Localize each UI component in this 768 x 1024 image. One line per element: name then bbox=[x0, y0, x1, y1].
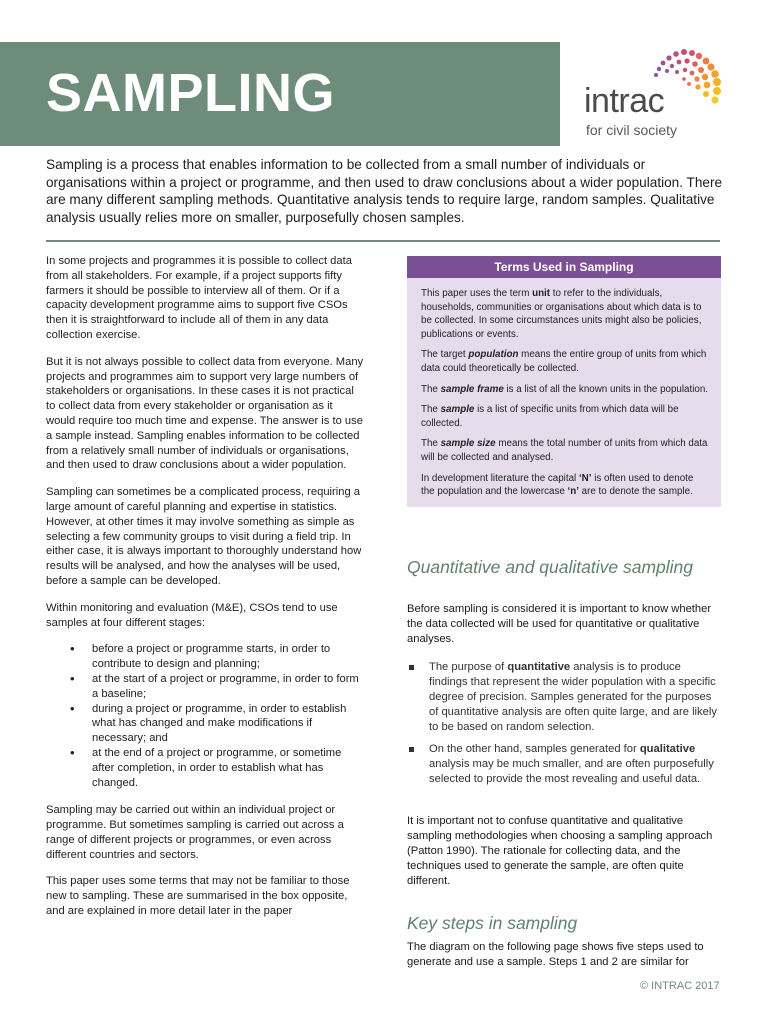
list-item: The purpose of quantitative analysis is to produce findings that represent the wider population with a specific degree of precision. Samples generated for the purposes of quantitative analysis are often quite large, and are likely to be based on random selection. bbox=[407, 660, 721, 735]
left-paragraph-4: Within monitoring and evaluation (M&E), CSOs tend to use samples at four different stages: bbox=[46, 601, 338, 629]
left-paragraph-5: Sampling may be carried out within an individual project or programme. But sometimes sampling is carried out across a range of different projects or programmes, or even across different countries and sectors. bbox=[46, 804, 344, 861]
right-column bbox=[407, 256, 721, 968]
terms-box-header: Terms Used in Sampling bbox=[407, 256, 721, 278]
terms-box bbox=[407, 256, 721, 507]
list-item: • during a project or programme, in order to establish what has changed and make modifications if necessary; and bbox=[92, 702, 364, 746]
list-item: • at the start of a project or programme, in order to form a baseline; bbox=[92, 672, 364, 702]
left-paragraph-2: But it is not always possible to collect data from everyone. Many projects and programmes aim to support very large numbers of stakeholders or organisations. In these cases it is not practical to collect data from every stakeholder or organisation as it would require too much time and expense. The answer is to use a sample instead. Sampling enables information to be collected from a relatively small number of individuals or organisations, and then used to draw conclusions about a wider population. bbox=[46, 355, 364, 472]
left-paragraph-3: Sampling can sometimes be a complicated process, requiring a large amount of careful planning and expertise in statistics. However, at other times it may involve something as simple as selecting a few community groups to visit during a field trip. In either case, it is always important to thoroughly understand how results will be analysed, and how the analyses will be used, before a sample can be developed. bbox=[46, 486, 362, 587]
term-sample-frame: The sample frame is a list of all the known units in the population. bbox=[421, 383, 709, 395]
section-heading-key-steps: Key steps in sampling bbox=[407, 913, 578, 933]
quant-bullet-list bbox=[407, 660, 721, 787]
term-sample: The sample is a list of specific units from which data will be collected. bbox=[421, 404, 679, 429]
section-divider bbox=[46, 240, 720, 242]
intro-paragraph: Sampling is a process that enables information to be collected from a small number of individuals or organisations within a project or programme, and then used to draw conclusions about a wider population. There are many different sampling methods. Quantitative analysis tends to require large, random samples. Qualitative analysis usually relies more on smaller, purposefully chosen samples. bbox=[46, 157, 723, 225]
header-band bbox=[0, 42, 560, 146]
left-column bbox=[46, 254, 364, 931]
logo-tagline: for civil society bbox=[586, 122, 678, 138]
square-bullet-icon bbox=[409, 747, 414, 752]
copyright-notice: © INTRAC 2017 bbox=[640, 980, 720, 992]
logo-wordmark: intrac bbox=[584, 82, 665, 120]
quant-intro-paragraph: Before sampling is considered it is important to know whether the data collected will be used for quantitative or qualitative analyses. bbox=[407, 603, 712, 645]
term-unit: This paper uses the term unit to refer to the individuals, households, communities or organisations about which data is to be collected. In some circumstances units might also be policies, publications or events. bbox=[421, 288, 702, 340]
list-item: • before a project or programme starts, in order to contribute to design and planning; bbox=[92, 642, 364, 672]
left-paragraph-6: This paper uses some terms that may not be familiar to those new to sampling. These are summarised in the box opposite, and are explained in more detail later in the paper bbox=[46, 875, 350, 918]
left-paragraph-1: In some projects and programmes it is possible to collect data from all stakeholders. For example, if a project supports fifty farmers it should be possible to interview all of them. Or if a capacity development programme aims to support five CSOs then it is straightforward to include all of them in any data collection exercise. bbox=[46, 255, 352, 341]
list-item: • at the end of a project or programme, or sometime after completion, in order to establish what has changed. bbox=[92, 746, 364, 790]
term-sample-size: The sample size means the total number of units from which data will be collected and analysed. bbox=[421, 438, 708, 463]
page-title: SAMPLING bbox=[46, 63, 336, 123]
stages-list bbox=[46, 642, 364, 790]
key-steps-paragraph: The diagram on the following page shows five steps used to generate and use a sample. Steps 1 and 2 are similar for bbox=[407, 941, 704, 968]
term-n: In development literature the capital ‘N’ is often used to denote the population and the lowercase ‘n’ are to denote the sample. bbox=[421, 472, 694, 498]
quant-closing-paragraph: It is important not to confuse quantitative and qualitative sampling methodologies when choosing a sampling approach (Patton 1990). The rationale for collecting data, and the techniques used to generate the sample, are often quite different. bbox=[407, 815, 713, 887]
term-population: The target population means the entire group of units from which data could theoretically be collected. bbox=[421, 349, 707, 374]
intrac-logo bbox=[584, 48, 734, 143]
square-bullet-icon bbox=[409, 665, 414, 670]
list-item: On the other hand, samples generated for qualitative analysis may be much smaller, and are often purposefully selected to provide the most revealing and useful data. bbox=[407, 742, 721, 787]
section-heading-quantitative: Quantitative and qualitative sampling bbox=[407, 557, 694, 577]
